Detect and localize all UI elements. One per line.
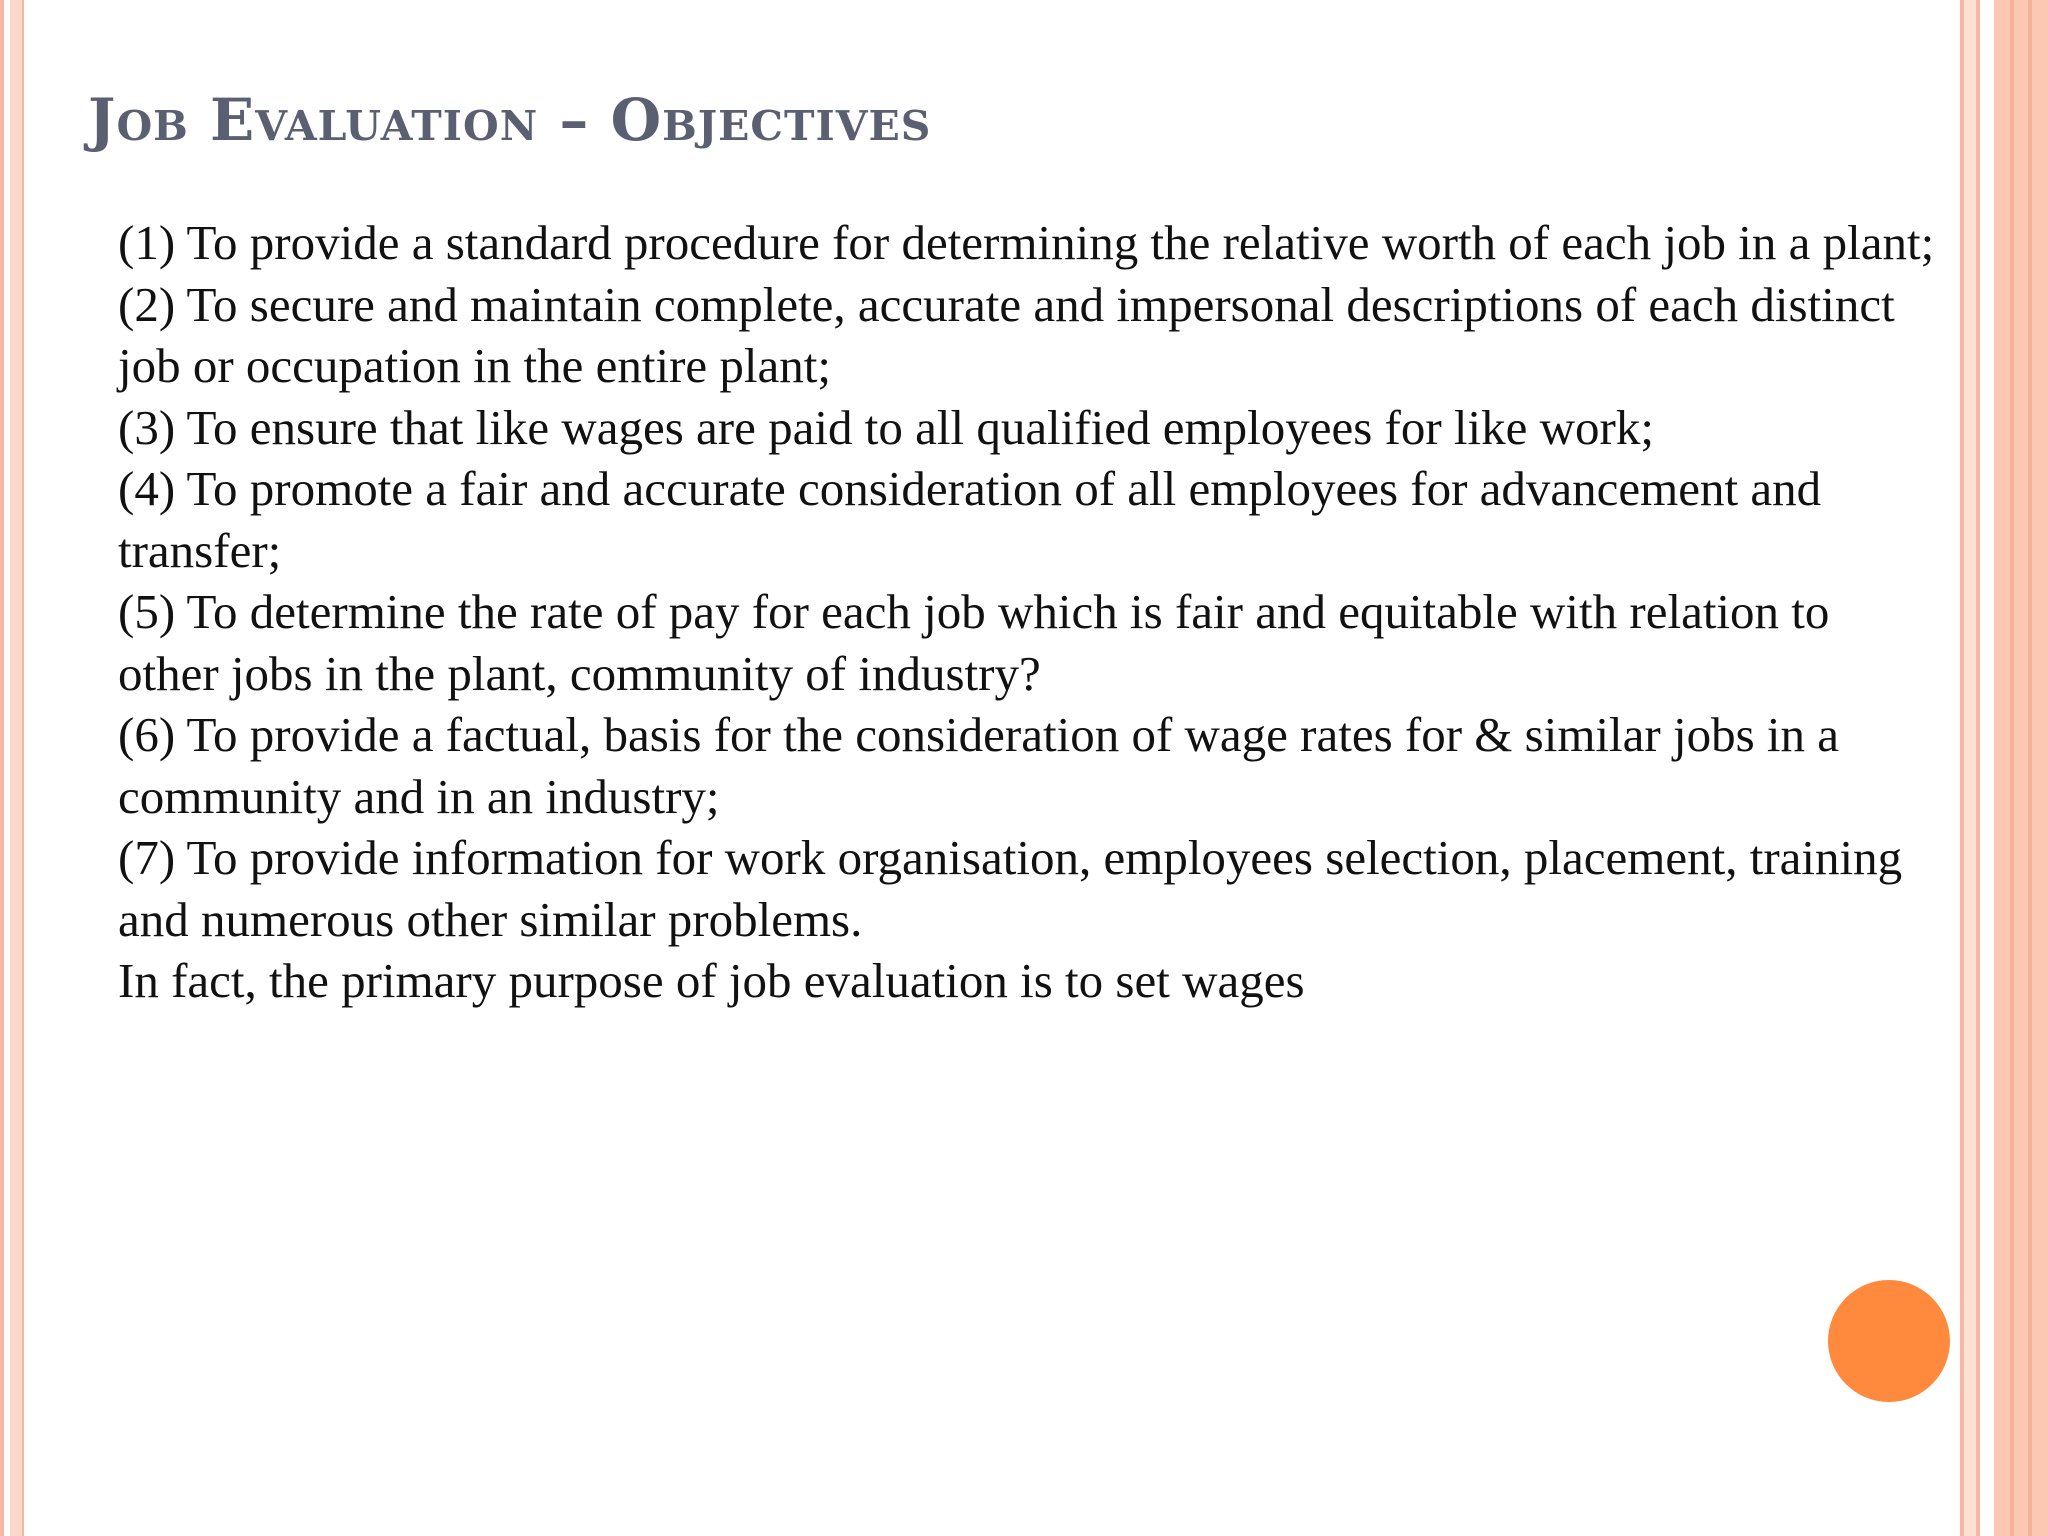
orange-circle-decoration [1828, 1280, 1950, 1402]
right-border-band [1964, 0, 1976, 1536]
objective-item: (5) To determine the rate of pay for each job which is fair and equitable with relation to other jobs in the plant, community of industry? [118, 584, 1830, 701]
objective-item: (4) To promote a fair and accurate consideration of all employees for advancement and transfer; [118, 461, 1822, 578]
slide-body [118, 212, 1938, 1012]
conclusion-text: In fact, the primary purpose of job evaluation is to set wages [118, 953, 1305, 1008]
objective-item: (2) To secure and maintain complete, accurate and impersonal descriptions of each distinct job or occupation in the entire plant; [118, 276, 1895, 393]
right-border-band [1994, 0, 2048, 1536]
left-border-line [22, 0, 24, 1536]
left-border-stripe [0, 0, 4, 1536]
objective-item: (7) To provide information for work organisation, employees selection, placement, training and numerous other similar problems. [118, 830, 1903, 947]
objective-item: (3) To ensure that like wages are paid to all qualified employees for like work; [118, 399, 1654, 455]
right-border-gap [1980, 0, 1994, 1536]
left-border-band [10, 0, 22, 1536]
slide-title: Job Evaluation – Objectives [88, 86, 932, 154]
right-border-line [2010, 0, 2014, 1536]
right-border-line [2028, 0, 2032, 1536]
objective-item: (6) To provide a factual, basis for the consideration of wage rates for & similar jobs in a community and in an industry; [118, 707, 1840, 824]
objective-item: (1) To provide a standard procedure for determining the relative worth of each job in a plant; [118, 215, 1935, 270]
